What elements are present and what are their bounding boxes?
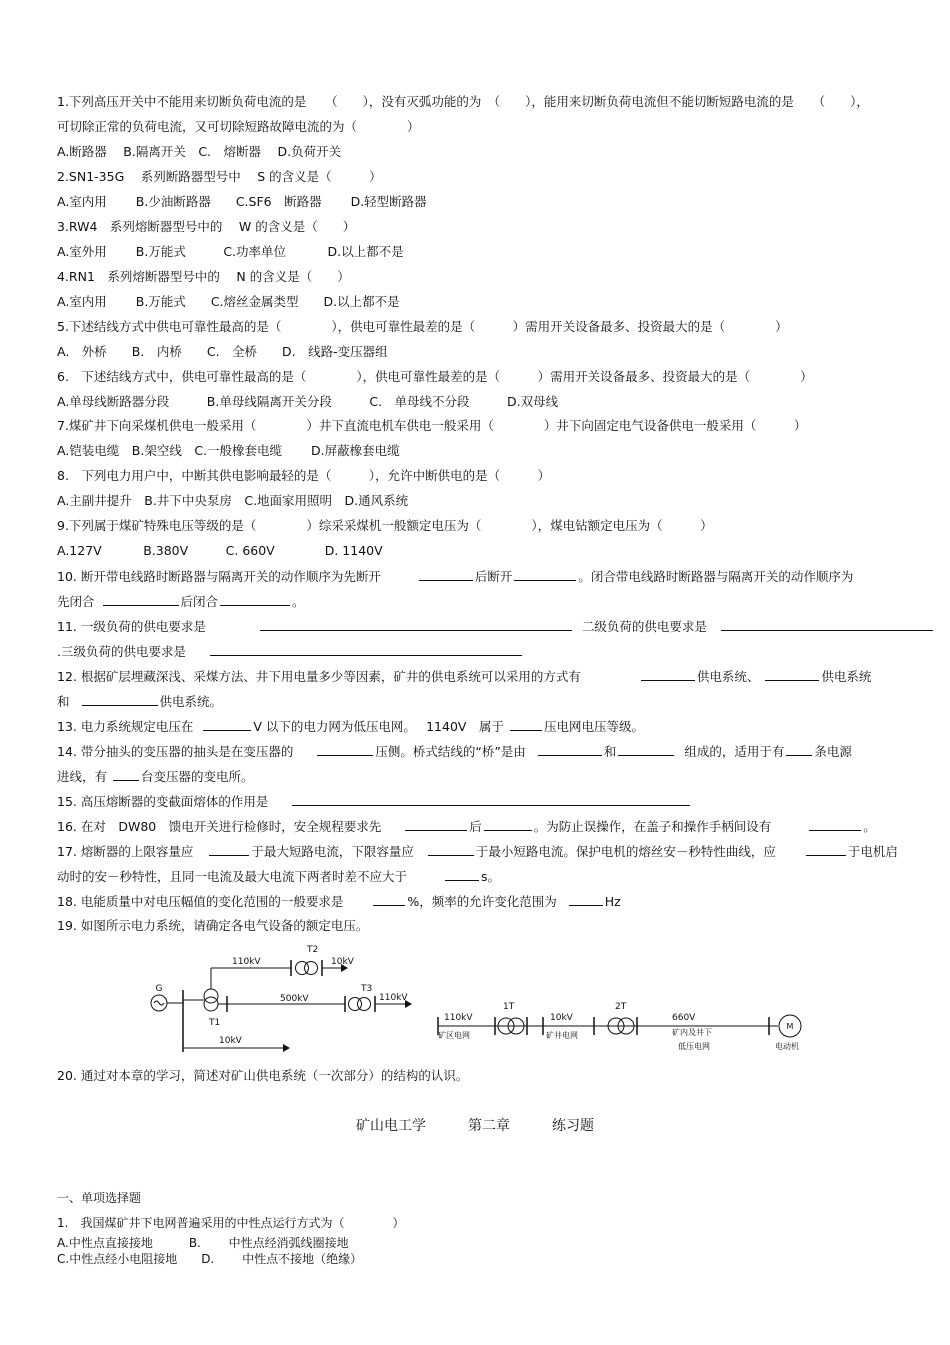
q10-text-c: 。闭合带电线路时断路器与隔离开关的动作顺序为 bbox=[578, 569, 854, 584]
label-t3: T3 bbox=[361, 984, 373, 994]
q17-text-f: s。 bbox=[481, 869, 501, 884]
q8-options: A.主副井提升 B.井下中央泵房 C.地面家用照明 D.通风系统 bbox=[57, 493, 409, 508]
q2-text: 2.SN1-35G 系列断路器型号中 S 的含义是（ ） bbox=[57, 169, 382, 184]
q14-blank-1 bbox=[317, 743, 373, 756]
q12-line1 bbox=[57, 668, 871, 685]
q11-blank-1 bbox=[260, 618, 572, 631]
q11-text-c: .三级负荷的供电要求是 bbox=[57, 644, 186, 659]
q5-text: 5.下述结线方式中供电可靠性最高的是（ ），供电可靠性最差的是（ ）需用开关设备最多、投资最大的是（ ） bbox=[57, 319, 788, 334]
q7-text: 7.煤矿井下向采煤机供电一般采用（ ）井下直流电机车供电一般采用（ ）井下向固定电气设备供电一般采用（ ） bbox=[57, 418, 807, 433]
q9-text: 9.下列属于煤矿特殊电压等级的是（ ）综采采煤机一般额定电压为（ ），煤电钻额定电压为（ ） bbox=[57, 518, 713, 533]
q10-line2 bbox=[57, 593, 305, 610]
q10-blank-2 bbox=[514, 568, 576, 581]
q15-blank-1 bbox=[292, 793, 690, 806]
q18-blank-2 bbox=[569, 893, 603, 906]
q13-blank-1 bbox=[203, 718, 251, 731]
label-500kv: 500kV bbox=[280, 994, 309, 1004]
q14-text-f: 进线，有 bbox=[57, 769, 108, 784]
q14-line1 bbox=[57, 743, 852, 760]
q12-blank-1 bbox=[641, 668, 695, 681]
label-110kv-b: 110kV bbox=[379, 993, 408, 1003]
label-mine-grid: 矿井电网 bbox=[546, 1031, 578, 1040]
q8-text: 8. 下列电力用户中，中断其供电影响最轻的是（ ），允许中断供电的是（ ） bbox=[57, 468, 551, 483]
q10-text-d: 先闭合 bbox=[57, 594, 95, 609]
q14-line2 bbox=[57, 768, 254, 785]
q7-options: A.铠装电缆 B.架空线 C.一般橡套电缆 D.屏蔽橡套电缆 bbox=[57, 443, 400, 458]
q12-text-c: 供电系统 bbox=[821, 669, 872, 684]
q10-text-a: 10. 断开带电线路时断路器与隔离开关的动作顺序为先断开 bbox=[57, 569, 381, 584]
q14-text-e: 条电源 bbox=[814, 744, 852, 759]
q10-blank-1 bbox=[419, 568, 473, 581]
q18-text-a: 18. 电能质量中对电压幅值的变化范围的一般要求是 bbox=[57, 894, 344, 909]
section1-q1: 1. 我国煤矿井下电网普遍采用的中性点运行方式为（ ） bbox=[57, 1216, 405, 1230]
q10-text-f: 。 bbox=[292, 594, 305, 609]
q17-text-e: 动时的安－秒特性，且同一电流及最大电流下两者时差不应大于 bbox=[57, 869, 408, 884]
q16-line bbox=[57, 818, 876, 835]
q14-blank-3 bbox=[618, 743, 674, 756]
label-t1: T1 bbox=[209, 1018, 221, 1028]
q14-text-c: 和 bbox=[603, 744, 617, 759]
q12-text-b: 供电系统、 bbox=[696, 669, 760, 684]
q12-text-e: 供电系统。 bbox=[159, 694, 223, 709]
q3-options: A.室外用 B.万能式 C.功率单位 D.以上都不是 bbox=[57, 244, 404, 259]
q17-text-a: 17. 熔断器的上限容量应 bbox=[57, 844, 194, 859]
q18-line bbox=[57, 893, 621, 910]
q15-text-a: 15. 高压熔断器的变截面熔体的作用是 bbox=[57, 794, 269, 809]
q17-text-b: 于最大短路电流，下限容量应 bbox=[251, 844, 414, 859]
q18-text-b: %，频率的允许变化范围为 bbox=[407, 894, 557, 909]
generator-wave-icon bbox=[154, 1001, 164, 1005]
q17-blank-3 bbox=[806, 843, 846, 856]
chapter-title: 矿山电工学 第二章 练习题 bbox=[356, 1118, 594, 1134]
q17-line1 bbox=[57, 843, 898, 860]
q10-text-b: 后断开 bbox=[474, 569, 513, 584]
q14-text-d: 组成的，适用于有 bbox=[684, 744, 785, 759]
q14-text-a: 14. 带分抽头的变压器的抽头是在变压器的 bbox=[57, 744, 294, 759]
q11-text-a: 11. 一级负荷的供电要求是 bbox=[57, 619, 206, 634]
q12-blank-3 bbox=[82, 693, 158, 706]
q10-text-e: 后闭合 bbox=[180, 594, 219, 609]
q17-line2 bbox=[57, 868, 500, 885]
label-660v: 660V bbox=[672, 1013, 696, 1023]
label-1t: 1T bbox=[503, 1002, 515, 1012]
q20-text: 20. 通过对本章的学习，简述对矿山供电系统（一次部分）的结构的认识。 bbox=[57, 1068, 469, 1083]
q11-line2 bbox=[57, 643, 524, 660]
q17-blank-1 bbox=[209, 843, 249, 856]
q16-text-c: 。为防止误操作，在盖子和操作手柄间设有 bbox=[533, 819, 772, 834]
q13-text-c: 压电网电压等级。 bbox=[543, 719, 644, 734]
section1-heading: 一、单项选择题 bbox=[57, 1191, 142, 1205]
q16-text-a: 16. 在对 DW80 馈电开关进行检修时，安全规程要求先 bbox=[57, 819, 382, 834]
q1-options: A.断路器 B.隔离开关 C. 熔断器 D.负荷开关 bbox=[57, 144, 342, 159]
q12-line2 bbox=[57, 693, 222, 710]
q13-text-a: 13. 电力系统规定电压在 bbox=[57, 719, 194, 734]
q16-blank-2 bbox=[484, 818, 532, 831]
q10-line1 bbox=[57, 568, 853, 585]
q11-line1 bbox=[57, 618, 935, 635]
q18-text-c: Hz bbox=[604, 894, 621, 909]
q14-text-b: 压侧。桥式结线的“桥”是由 bbox=[375, 744, 526, 759]
q1-line1: 1.下列高压开关中不能用来切断负荷电流的是 （ ），没有灭弧功能的为 （ ），能用来切断负荷电流但不能切断短路电流的是 （ ）， bbox=[57, 94, 869, 109]
q10-blank-4 bbox=[220, 593, 290, 606]
transformer-t1-icon bbox=[204, 989, 218, 1003]
q11-blank-3 bbox=[210, 643, 522, 656]
section1-q1-options-2: C.中性点经小电阻接地 D. 中性点不接地（绝缘） bbox=[57, 1252, 363, 1266]
label-110kv: 110kV bbox=[444, 1013, 473, 1023]
q19-text: 19. 如图所示电力系统，请确定各电气设备的额定电压。 bbox=[57, 918, 369, 933]
q3-text: 3.RW4 系列熔断器型号中的 W 的含义是（ ） bbox=[57, 219, 356, 234]
q17-text-c: 于最小短路电流。保护电机的熔丝安－秒特性曲线，应 bbox=[475, 844, 776, 859]
section1-q1-options-1: A.中性点直接接地 B. 中性点经消弧线圈接地 bbox=[57, 1236, 349, 1250]
q6-options: A.单母线断路器分段 B.单母线隔离开关分段 C. 单母线不分段 D.双母线 bbox=[57, 394, 559, 409]
q14-text-g: 台变压器的变电所。 bbox=[141, 769, 254, 784]
label-m: M bbox=[786, 1022, 794, 1031]
q14-blank-2 bbox=[538, 743, 602, 756]
q9-options: A.127V B.380V C. 660V D. 1140V bbox=[57, 543, 383, 558]
q17-text-d: 于电机启 bbox=[847, 844, 898, 859]
q4-text: 4.RN1 系列熔断器型号中的 N 的含义是（ ） bbox=[57, 269, 350, 284]
q13-blank-2 bbox=[510, 718, 542, 731]
q12-text-a: 12. 根据矿层埋藏深浅、采煤方法、井下用电量多少等因素，矿井的供电系统可以采用的方式有 bbox=[57, 669, 581, 684]
label-motor: 电动机 bbox=[775, 1042, 799, 1051]
q14-blank-4 bbox=[786, 743, 812, 756]
q6-text: 6. 下述结线方式中，供电可靠性最高的是（ ），供电可靠性最差的是（ ）需用开关设备最多、投资最大的是（ ） bbox=[57, 369, 813, 384]
label-g: G bbox=[155, 984, 163, 994]
label-2t: 2T bbox=[615, 1002, 627, 1012]
q18-blank-1 bbox=[373, 893, 405, 906]
q1-line2: 可切除正常的负荷电流，又可切除短路故障电流的为（ ） bbox=[57, 119, 420, 134]
q14-blank-5 bbox=[113, 768, 139, 781]
label-t2: T2 bbox=[307, 945, 319, 955]
power-system-diagram-2 bbox=[432, 995, 812, 1057]
q13-text-b: V 以下的电力网为低压电网。 1140V 属于 bbox=[253, 719, 504, 734]
power-system-diagram-1 bbox=[145, 940, 420, 1060]
q11-text-b: 二级负荷的供电要求是 bbox=[581, 619, 707, 634]
q16-text-d: 。 bbox=[863, 819, 876, 834]
label-10kv: 10kV bbox=[550, 1013, 573, 1023]
label-10kv-b: 10kV bbox=[219, 1036, 242, 1046]
label-mine-area-grid: 矿区电网 bbox=[438, 1031, 470, 1040]
label-low-voltage-grid: 低压电网 bbox=[678, 1042, 710, 1051]
q5-options: A. 外桥 B. 内桥 C. 全桥 D. 线路-变压器组 bbox=[57, 344, 388, 359]
q4-options: A.室内用 B.万能式 C.熔丝金属类型 D.以上都不是 bbox=[57, 294, 400, 309]
q13-line bbox=[57, 718, 644, 735]
q11-blank-2 bbox=[721, 618, 933, 631]
label-mine-inside: 矿内及井下 bbox=[672, 1028, 712, 1037]
q2-options: A.室内用 B.少油断路器 C.SF6 断路器 D.轻型断路器 bbox=[57, 194, 427, 209]
q17-blank-2 bbox=[428, 843, 474, 856]
q17-blank-4 bbox=[445, 868, 479, 881]
q16-text-b: 后 bbox=[469, 819, 482, 834]
q12-text-d: 和 bbox=[57, 694, 70, 709]
q16-blank-1 bbox=[405, 818, 467, 831]
label-10kv-a: 10kV bbox=[331, 957, 354, 967]
q16-blank-3 bbox=[809, 818, 861, 831]
label-110kv-a: 110kV bbox=[232, 957, 261, 967]
q10-blank-3 bbox=[103, 593, 179, 606]
q15-line bbox=[57, 793, 692, 810]
q12-blank-2 bbox=[765, 668, 819, 681]
